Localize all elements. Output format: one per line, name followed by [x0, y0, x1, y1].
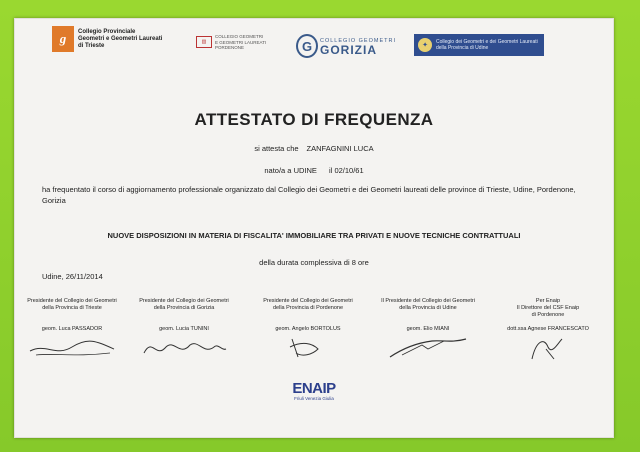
signature-udine: Il Presidente del Collegio dei Geometri della Provincia di Udine geom. Elio MIANI [376, 298, 480, 361]
trieste-logo-text: Collegio Provinciale Geometri e Geometri Laureati di Trieste [78, 28, 163, 49]
signature-enaip: Per Enaip Il Direttore del CSF Enaip di Pordenone dott.ssa Agnese FRANCESCATO [496, 298, 600, 361]
certificate-paper [14, 18, 614, 438]
signatory-name: geom. Luca PASSADOR [41, 326, 103, 332]
course-title: NUOVE DISPOSIZIONI IN MATERIA DI FISCALITA' IMMOBILIARE TRA PRIVATI E NUOVE TECNICHE CONTRATTUALI [107, 231, 521, 240]
gorizia-logo-icon: G [296, 34, 318, 58]
person-name: ZANFAGNINI LUCA [306, 144, 374, 153]
enaip-logo: ENAIP Friuli Venezia Giulia [292, 380, 336, 401]
trieste-logo-mark: g [52, 26, 74, 52]
signatory-name: dott.ssa Agnese FRANCESCATO [507, 326, 589, 332]
signature-trieste: Presidente del Collegio dei Geometri della Provincia di Trieste geom. Luca PASSADOR [20, 298, 124, 361]
logo-collegio-udine [414, 34, 544, 56]
course-description: ha frequentato il corso di aggiornamento professionale organizzato dal Collegio dei Geometri e dei Geometri laureati delle province di Trieste, Udine, Pordenone, Gorizia [42, 185, 576, 205]
logo-collegio-trieste [52, 26, 162, 52]
attest-line: si attesta che ZANFAGNINI LUCA [254, 144, 374, 153]
signature-pordenone: Presidente del Collegio dei Geometri della Provincia di Pordenone geom. Angelo BORTOLUS [256, 298, 360, 361]
signatory-name: geom. Angelo BORTOLUS [275, 326, 341, 332]
signature-gorizia: Presidente del Collegio dei Geometri della Provincia di Gorizia geom. Lucia TUNINI [132, 298, 236, 361]
handwritten-signature [382, 335, 474, 361]
handwritten-signature [26, 335, 118, 361]
birth-date: 02/10/61 [334, 166, 364, 175]
birth-line: nato/a a UDINE il 02/10/61 [264, 166, 364, 175]
course-duration: della durata complessiva di 8 ore [259, 258, 369, 267]
logo-collegio-gorizia [296, 34, 396, 58]
birth-place: UDINE [293, 166, 317, 175]
handwritten-signature [262, 335, 354, 361]
gorizia-logo-text: COLLEGIO GEOMETRI GORIZIA [320, 38, 396, 57]
logo-collegio-pordenone [196, 34, 266, 51]
place-and-date: Udine, 26/11/2014 [42, 272, 103, 281]
certificate-title: ATTESTATO DI FREQUENZA [194, 110, 434, 129]
pordenone-logo-icon: ▥ [196, 36, 212, 48]
signatory-name: geom. Lucia TUNINI [159, 326, 209, 332]
udine-logo-text: Collegio dei Geometri e dei Geometri Laureati della Provincia di Udine [436, 39, 538, 51]
udine-seal-icon: ✦ [418, 38, 432, 52]
pordenone-logo-text: COLLEGIO GEOMETRI E GEOMETRI LAUREATI PORDENONE [215, 34, 267, 50]
handwritten-signature [502, 335, 594, 361]
handwritten-signature [138, 335, 230, 361]
signatory-name: geom. Elio MIANI [406, 326, 450, 332]
